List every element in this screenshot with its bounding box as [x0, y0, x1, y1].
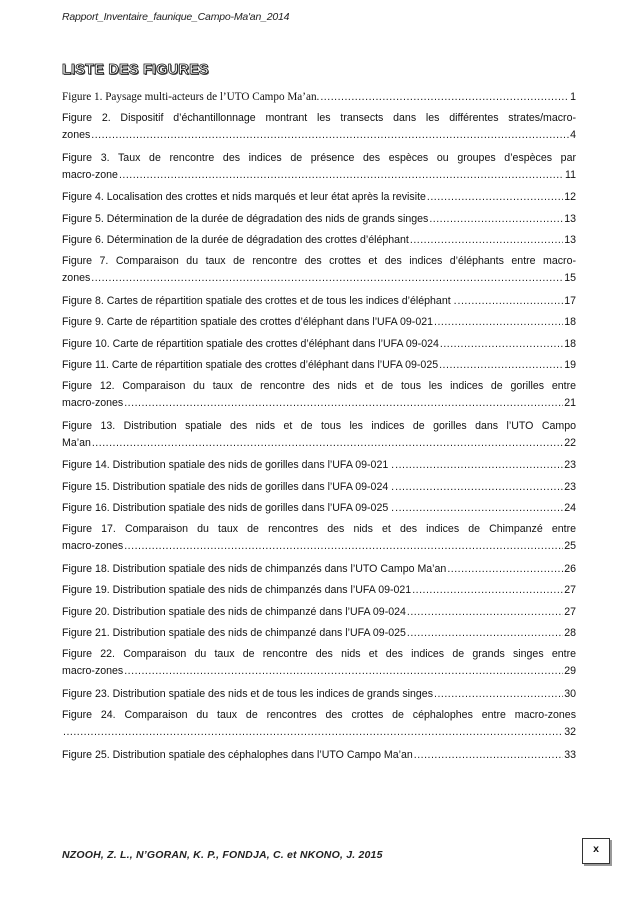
toc-entry-line — [62, 686, 576, 703]
toc-entry-page: 32 — [564, 726, 576, 739]
dot-leader — [395, 457, 563, 474]
dot-leader — [63, 724, 563, 741]
toc-entry[interactable] — [62, 378, 576, 412]
toc-entry-text: Figure 14. Distribution spatiale des nids de gorilles dans l’UFA 09-021 . — [62, 459, 395, 472]
toc-entry-text: Figure 9. Carte de répartition spatiale des crottes d’éléphant dans l’UFA 09-021 — [62, 316, 433, 329]
toc-entry-text: Figure 25. Distribution spatiale des céphalophes dans l’UTO Campo Ma’an — [62, 748, 413, 761]
toc-entry-page: 17 — [564, 294, 576, 307]
toc-entry-page: 22 — [564, 436, 576, 449]
toc-entry-line — [62, 336, 576, 353]
toc-entry-line — [62, 189, 576, 206]
running-header: Rapport_Inventaire_faunique_Campo-Ma'an_2014 — [62, 11, 290, 23]
toc-entry-page: 21 — [564, 397, 576, 410]
dot-leader — [395, 500, 563, 517]
toc-entry[interactable] — [62, 457, 576, 474]
toc-entry[interactable] — [62, 150, 576, 184]
toc-entry-line — [62, 604, 576, 621]
toc-entry-line — [62, 663, 576, 680]
dot-leader — [91, 270, 563, 287]
toc-entry[interactable] — [62, 707, 576, 741]
toc-entry-line — [62, 211, 576, 228]
toc-entry-page: 23 — [564, 480, 576, 493]
toc-entry-text: macro-zones — [62, 540, 124, 553]
toc-entry-text: Figure 18. Distribution spatiale des nids de chimpanzés dans l’UTO Campo Ma’an — [62, 562, 447, 575]
dot-leader — [412, 582, 563, 599]
footer-authors: NZOOH, Z. L., N’GORAN, K. P., FONDJA, C. et NKONO, J. 2015 — [62, 849, 383, 861]
toc-entry-text: Figure 23. Distribution spatiale des nids et de tous les indices de grands singes — [62, 687, 433, 700]
toc-entry-page: 27 — [564, 584, 576, 597]
toc-entry[interactable] — [62, 646, 576, 680]
toc-entry-line — [62, 232, 576, 249]
toc-entry-page: 15 — [564, 272, 576, 285]
toc-entry-text: Figure 4. Localisation des crottes et nids marqués et leur état après la revisite — [62, 191, 426, 204]
toc-entry-line — [62, 270, 576, 287]
toc-entry-line — [62, 479, 576, 496]
dot-leader — [92, 435, 563, 452]
toc-entry-page: 11 — [565, 168, 576, 181]
toc-entry[interactable] — [62, 89, 576, 106]
toc-entry-line — [62, 293, 576, 310]
toc-entry-line — [62, 538, 576, 555]
toc-entry[interactable] — [62, 232, 576, 249]
dot-leader — [119, 167, 564, 184]
toc-entry[interactable] — [62, 189, 576, 206]
toc-entry-page: 12 — [564, 191, 576, 204]
toc-entry-page: 33 — [564, 748, 576, 761]
toc-entry-line — [62, 582, 576, 599]
toc-entry-text: Figure 7. Comparaison du taux de rencontre des crottes et des indices d’éléphants entre macro- — [62, 255, 576, 268]
dot-leader — [91, 127, 569, 144]
toc-entry-text: Figure 16. Distribution spatiale des nids de gorilles dans l’UFA 09-025 . — [62, 502, 395, 514]
dot-leader — [427, 189, 563, 206]
toc-entry[interactable] — [62, 110, 576, 144]
dot-leader — [414, 747, 563, 764]
toc-entry-text: Figure 21. Distribution spatiale des nids de chimpanzé dans l’UFA 09-025 — [62, 627, 406, 639]
toc-entry-text: Figure 22. Comparaison du taux de rencontre des nids et des indices de grands singes entre — [62, 648, 576, 661]
dot-leader — [439, 357, 563, 374]
toc-entry-page: 13 — [564, 234, 576, 246]
toc-entry-text: Figure 10. Carte de répartition spatiale des crottes d’éléphant dans l’UFA 09-024 — [62, 337, 439, 350]
toc-entry[interactable] — [62, 582, 576, 599]
toc-entry-text: Figure 20. Distribution spatiale des nids de chimpanzé dans l’UFA 09-024 — [62, 605, 406, 618]
toc-entry-line — [62, 747, 576, 764]
toc-entry[interactable] — [62, 293, 576, 310]
toc-entry-page: 23 — [564, 459, 576, 472]
toc-entry[interactable] — [62, 336, 576, 353]
toc-entry-line — [62, 435, 576, 452]
dot-leader — [429, 211, 563, 228]
dot-leader — [124, 663, 563, 680]
page-number-box — [582, 838, 610, 864]
toc-entry-page: 30 — [564, 687, 576, 700]
dot-leader — [447, 561, 563, 578]
dot-leader — [407, 604, 563, 621]
toc-entry-text: Figure 3. Taux de rencontre des indices de présence des espèces ou groupes d’espèces par — [62, 151, 576, 164]
toc-entry-page: 24 — [564, 502, 576, 514]
toc-entry-text: Figure 17. Comparaison du taux de rencontres des nids et des indices de Chimpanzé entre — [62, 523, 576, 536]
toc-entry-line — [62, 167, 576, 184]
toc-entry-text: macro-zones — [62, 397, 124, 410]
toc-entry[interactable] — [62, 561, 576, 578]
toc-entry-line — [62, 625, 576, 642]
toc-entry-text: Figure 11. Carte de répartition spatiale des crottes d’éléphant dans l’UFA 09-025 — [62, 359, 439, 371]
toc-entry-line — [62, 457, 576, 474]
toc-entry-page: 13 — [564, 212, 576, 225]
dot-leader — [410, 232, 563, 249]
toc-entry[interactable] — [62, 604, 576, 621]
toc-entry-page: 25 — [564, 540, 576, 553]
toc-entry-text: Figure 2. Dispositif d’échantillonnage montrant les transects dans les différentes strates/macro- — [62, 112, 576, 125]
toc-entry[interactable] — [62, 686, 576, 703]
toc-entry[interactable] — [62, 253, 576, 287]
page-title: LISTE DES FIGURES — [62, 62, 209, 78]
toc-entry-page: 18 — [564, 316, 576, 329]
dot-leader — [395, 479, 563, 496]
toc-entry[interactable] — [62, 479, 576, 496]
toc-entry-page: 28 — [564, 627, 576, 639]
toc-entry-text: zones — [62, 272, 91, 285]
toc-entry-line — [62, 127, 576, 144]
toc-entry-line — [62, 357, 576, 374]
dot-leader — [320, 89, 569, 106]
toc-entry-text: Figure 15. Distribution spatiale des nids de gorilles dans l’UFA 09-024 . — [62, 480, 395, 493]
toc-entry-text: Figure 13. Distribution spatiale des nids et de tous les indices de gorilles dans l’UTO Campo — [62, 419, 576, 432]
toc-entry-page: 18 — [564, 337, 576, 350]
toc-entry-text: zones — [62, 129, 91, 142]
toc-entry-text: Figure 5. Détermination de la durée de dégradation des nids de grands singes — [62, 212, 429, 225]
toc-entry-text: macro-zones — [62, 665, 124, 678]
dot-leader — [124, 538, 563, 555]
toc-entry-text: Figure 19. Distribution spatiale des nids de chimpanzés dans l’UFA 09-021 — [62, 584, 412, 597]
toc-entry-page: 19 — [564, 359, 576, 371]
toc-entry-page: 4 — [570, 129, 576, 142]
toc-entry-line — [62, 724, 576, 741]
toc-entry-text: Figure 8. Cartes de répartition spatiale des crottes et de tous les indices d’éléphant . — [62, 294, 457, 307]
toc-entry[interactable] — [62, 747, 576, 764]
toc-entry-page: 1 — [570, 91, 576, 103]
toc-entry[interactable] — [62, 521, 576, 555]
toc-entry[interactable] — [62, 357, 576, 374]
dot-leader — [434, 686, 563, 703]
dot-leader — [440, 336, 563, 353]
toc-entry[interactable] — [62, 625, 576, 642]
toc-entry[interactable] — [62, 211, 576, 228]
toc-entry-page: 27 — [564, 605, 576, 618]
toc-entry-line — [62, 89, 576, 106]
toc-entry-page: 26 — [564, 562, 576, 575]
dot-leader — [124, 395, 563, 412]
toc-entry-text: Figure 6. Détermination de la durée de dégradation des crottes d’éléphant — [62, 234, 409, 246]
toc-entry-text: Ma’an — [62, 436, 91, 449]
toc-entry-page: 29 — [564, 665, 576, 678]
toc-entry-text: Figure 12. Comparaison du taux de rencontre des nids et de tous les indices de gorilles entre — [62, 380, 576, 393]
dot-leader — [458, 293, 564, 310]
toc-entry-line — [62, 561, 576, 578]
dot-leader — [407, 625, 563, 642]
toc-entry-line — [62, 314, 576, 331]
toc-entry-text: macro-zone — [62, 168, 118, 181]
toc-entry[interactable] — [62, 500, 576, 517]
toc-entry-text: Figure 1. Paysage multi-acteurs de l’UTO Campo Ma’an. — [62, 91, 320, 103]
toc-entry[interactable] — [62, 418, 576, 452]
toc-entry-text: Figure 24. Comparaison du taux de rencontres des crottes de céphalophes entre macro-zones — [62, 709, 576, 722]
toc-entry-line — [62, 395, 576, 412]
toc-entry[interactable] — [62, 314, 576, 331]
page-number: x — [593, 843, 599, 855]
toc-entry-line — [62, 500, 576, 517]
dot-leader — [434, 314, 563, 331]
